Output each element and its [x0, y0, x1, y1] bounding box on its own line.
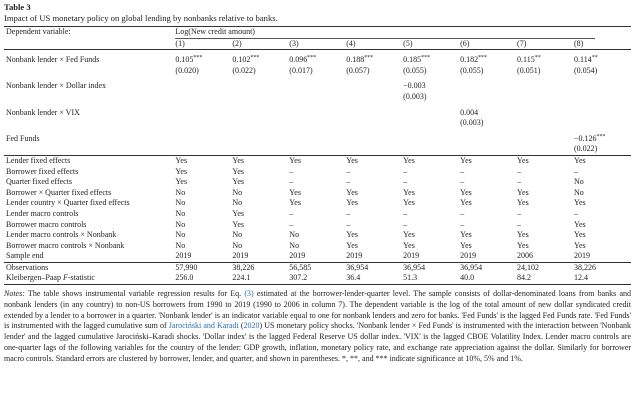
standard-error-cell	[346, 118, 403, 129]
significance-stars: ***	[193, 55, 203, 62]
row-label: Fed Funds	[6, 133, 40, 143]
regression-table	[4, 26, 631, 285]
control-cell: –	[289, 166, 294, 176]
control-cell: –	[289, 208, 294, 218]
coefficient-cell	[574, 81, 631, 92]
control-cell: Yes	[460, 240, 472, 250]
coefficient-cell	[175, 81, 232, 92]
control-cell: 2019	[232, 251, 289, 262]
statistic-cell: 51.3	[403, 273, 460, 284]
coefficient-cell	[346, 81, 403, 92]
control-cell: No	[175, 240, 186, 250]
control-cell: Yes	[460, 198, 472, 208]
control-cell: Yes	[517, 187, 529, 197]
statistic-cell: 38,226	[232, 262, 255, 272]
control-cell: Yes	[403, 240, 415, 250]
control-row	[4, 167, 631, 178]
standard-error-cell	[517, 144, 574, 155]
control-cell: –	[460, 166, 465, 176]
row-label: Borrower macro controls × Nonbank	[6, 240, 125, 250]
citation-year-link[interactable]: 2020	[243, 321, 260, 331]
coefficient-row	[4, 55, 631, 66]
column-number: (3)	[289, 39, 346, 50]
control-cell: Yes	[346, 240, 358, 250]
coefficient-cell	[574, 108, 631, 119]
control-row	[4, 251, 631, 262]
control-cell: –	[573, 208, 578, 218]
control-cell: No	[175, 219, 186, 229]
coefficient-cell: −0.003	[403, 81, 426, 91]
statistic-row	[4, 273, 631, 284]
standard-error-cell	[232, 92, 289, 103]
control-cell: Yes	[517, 230, 529, 240]
control-cell: 2019	[289, 251, 346, 262]
notes-text-1: The table shows instrumental variable regression results for Eq.	[24, 289, 245, 299]
statistic-cell: 40.0	[460, 273, 517, 284]
control-cell: –	[403, 177, 408, 187]
statistic-row	[4, 262, 631, 273]
column-number: (7)	[517, 39, 574, 50]
control-cell: Yes	[175, 155, 232, 166]
control-cell: Yes	[289, 187, 301, 197]
control-cell: Yes	[517, 155, 574, 166]
control-row	[4, 198, 631, 209]
control-cell: Yes	[573, 219, 586, 229]
standard-error-cell: (0.003)	[460, 118, 484, 128]
standard-error-cell	[232, 118, 289, 129]
row-label: Observations	[6, 262, 49, 272]
control-row	[4, 209, 631, 220]
control-cell: –	[460, 219, 465, 229]
statistic-cell: 224.1	[232, 273, 289, 284]
control-row	[4, 230, 631, 241]
statistic-cell: 256.0	[175, 273, 232, 284]
notes-text-4: ) US monetary policy shocks. 'Nonbank lender × Fed Funds' is instrumented with the interaction between 'Nonbank lender' and the lagged cumulative Jarociński–Karadi shocks. 'Dollar index' is the lagged Federal Reserve US dollar index. 'VIX' is the lagged CBOE Volatility Index. Lender macro controls are one-quarter lags of the following variables for the country of the lender: GDP growth, inflation, monetary policy rate, and exchange rate appreciation against the dollar. Similarly for borrower macro controls. Standard errors are clustered by borrower, lender, and quarter, and shown in parentheses. *, **, and *** indicate significance at 10%, 5% and 1%.	[4, 321, 631, 363]
coefficient-cell	[403, 134, 460, 145]
notes-lead: Notes:	[4, 289, 25, 299]
coefficient-cell	[460, 134, 517, 145]
coefficient-cell	[346, 134, 403, 145]
control-cell: Yes	[460, 155, 517, 166]
control-cell: –	[346, 177, 351, 187]
row-label-blank	[4, 92, 175, 103]
control-cell: No	[289, 240, 300, 250]
coefficient-cell: −0.126***	[573, 133, 606, 143]
coefficient-row	[4, 81, 631, 92]
coefficient-cell	[175, 108, 232, 119]
control-cell: 2019	[175, 251, 232, 262]
significance-stars: ***	[250, 55, 260, 62]
control-cell: No	[175, 208, 186, 218]
table-caption: Impact of US monetary policy on global lending by nonbanks relative to banks.	[4, 13, 278, 23]
coefficient-cell: 0.096***	[289, 55, 317, 65]
standard-error-cell: (0.017)	[289, 65, 313, 75]
control-cell: –	[460, 177, 465, 187]
table-label: Table 3	[4, 2, 31, 12]
row-label: Nonbank lender × Dollar index	[6, 81, 107, 91]
control-cell: –	[517, 219, 522, 229]
standard-error-cell: (0.051)	[517, 65, 541, 75]
standard-error-cell	[175, 118, 232, 129]
coefficient-cell	[232, 81, 289, 92]
standard-error-cell	[346, 92, 403, 103]
coefficient-cell	[289, 134, 346, 145]
control-cell: No	[232, 240, 243, 250]
coefficient-cell: 0.185***	[403, 55, 431, 65]
statistic-cell: 36,954	[403, 262, 426, 272]
standard-error-cell: (0.022)	[573, 144, 598, 154]
notes-text-3: (	[238, 321, 244, 331]
standard-error-cell	[232, 144, 289, 155]
significance-stars: **	[591, 55, 598, 62]
standard-error-cell	[460, 92, 517, 103]
table-notes	[4, 289, 631, 365]
statistic-cell: 307.2	[289, 273, 346, 284]
column-number-row	[4, 39, 631, 50]
standard-error-cell: (0.057)	[346, 65, 370, 75]
standard-error-row	[4, 92, 631, 103]
standard-error-cell	[289, 92, 346, 103]
control-cell: –	[346, 166, 351, 176]
standard-error-cell	[346, 144, 403, 155]
control-cell: Yes	[346, 230, 358, 240]
coefficient-cell	[346, 108, 403, 119]
control-cell: –	[517, 177, 522, 187]
control-cell: Yes	[573, 240, 586, 250]
dependent-variable-label: Dependent variable:	[4, 27, 175, 39]
coefficient-cell	[289, 81, 346, 92]
control-cell: Yes	[517, 198, 529, 208]
coefficient-cell	[460, 81, 517, 92]
control-cell: Yes	[346, 198, 358, 208]
coefficient-row	[4, 108, 631, 119]
coefficient-cell: 0.114**	[573, 55, 598, 65]
column-number: (1)	[175, 39, 232, 50]
standard-error-cell	[403, 144, 460, 155]
coefficient-cell	[517, 108, 574, 119]
coefficient-cell	[517, 134, 574, 145]
control-row	[4, 241, 631, 252]
coefficient-cell: 0.115**	[517, 55, 541, 65]
control-cell: –	[517, 166, 522, 176]
control-cell: No	[175, 230, 186, 240]
coefficient-cell	[232, 108, 289, 119]
row-label: Nonbank lender × Fed Funds	[6, 55, 100, 65]
significance-stars: **	[534, 55, 541, 62]
standard-error-cell	[517, 92, 574, 103]
standard-error-cell: (0.003)	[403, 91, 427, 101]
standard-error-cell: (0.054)	[573, 65, 598, 75]
notes-text-2: estimated at the borrower-lender-quarter level. The sample consists of dollar-denominated loans from banks and nonbank lenders (in any country) to non-US borrowers from 1990 to 2019 (1990 to 2006 in column 7). The dependent variable is the log of the total amount of new dollar syndicated credit extended by a lender to a borrower in a quarter. 'Nonbank lender' is an indicator variable equal to one for nonbank lenders and zero for banks. 'Fed Funds' is the lagged Fed Funds rate. 'Fed Funds' is instrumented with the lagged cumulative sum of	[4, 289, 632, 331]
control-cell: Yes	[289, 198, 301, 208]
control-cell: Yes	[232, 166, 244, 176]
coefficient-cell	[403, 108, 460, 119]
statistic-cell: 36,954	[346, 262, 369, 272]
control-cell: 2006	[517, 251, 574, 262]
significance-stars: ***	[307, 55, 317, 62]
control-cell: No	[232, 187, 243, 197]
coefficient-cell: 0.004	[460, 107, 479, 117]
control-cell: Yes	[232, 208, 244, 218]
row-label: Sample end	[4, 251, 175, 262]
control-cell: No	[175, 198, 186, 208]
control-cell: No	[573, 187, 584, 197]
control-cell: –	[346, 219, 351, 229]
column-number: (5)	[403, 39, 460, 50]
standard-error-cell	[574, 92, 631, 103]
control-row	[4, 155, 631, 166]
control-cell: –	[403, 166, 408, 176]
standard-error-cell: (0.020)	[175, 65, 199, 75]
standard-error-row	[4, 118, 631, 129]
control-cell: Yes	[517, 240, 529, 250]
row-label: Nonbank lender × VIX	[6, 107, 80, 117]
dependent-variable-row	[4, 27, 631, 39]
control-cell: Yes	[403, 230, 415, 240]
statistic-cell: 56,585	[289, 262, 312, 272]
standard-error-cell	[289, 118, 346, 129]
coefficient-cell: 0.105***	[175, 55, 203, 65]
control-cell: 2019	[574, 251, 631, 262]
row-label: Borrower fixed effects	[6, 166, 79, 176]
coefficient-cell	[517, 81, 574, 92]
control-cell: –	[346, 208, 351, 218]
statistic-cell: 36.4	[346, 273, 403, 284]
column-number: (8)	[574, 39, 631, 50]
statistic-cell: 12.4	[574, 273, 631, 284]
control-cell: No	[232, 198, 243, 208]
row-label-blank	[4, 66, 175, 77]
control-cell: Yes	[289, 155, 346, 166]
control-cell: 2019	[346, 251, 403, 262]
standard-error-cell	[175, 92, 232, 103]
coefficient-cell	[175, 134, 232, 145]
standard-error-row	[4, 144, 631, 155]
row-label: Kleibergen–Paap F-statistic	[4, 273, 175, 284]
coefficient-cell: 0.182***	[460, 55, 488, 65]
row-label: Borrower × Quarter fixed effects	[6, 187, 112, 197]
coefficient-cell: 0.102***	[232, 55, 260, 65]
control-row	[4, 220, 631, 231]
standard-error-cell: (0.022)	[232, 65, 256, 75]
control-cell: Yes	[232, 177, 244, 187]
citation-link[interactable]: Jarociński and Karadi	[168, 321, 239, 331]
control-cell: No	[289, 230, 300, 240]
control-cell: Yes	[175, 177, 188, 187]
control-cell: No	[232, 230, 243, 240]
control-row	[4, 177, 631, 188]
control-cell: No	[175, 187, 186, 197]
control-cell: –	[403, 219, 408, 229]
control-cell: –	[517, 208, 522, 218]
control-cell: Yes	[175, 166, 188, 176]
coefficient-cell	[232, 134, 289, 145]
statistic-cell: 36,954	[460, 262, 483, 272]
control-cell: Yes	[573, 230, 586, 240]
control-cell: –	[460, 208, 465, 218]
row-label: Lender macro controls	[6, 208, 79, 218]
control-cell: Yes	[346, 155, 403, 166]
row-label: Lender country × Quarter fixed effects	[6, 198, 130, 208]
control-cell: 2019	[460, 251, 517, 262]
row-label: Lender fixed effects	[4, 155, 175, 166]
control-cell: No	[573, 177, 584, 187]
standard-error-cell: (0.055)	[403, 65, 427, 75]
equation-link[interactable]: (3)	[244, 289, 254, 299]
control-row	[4, 188, 631, 199]
control-cell: Yes	[232, 219, 244, 229]
coefficient-cell	[289, 108, 346, 119]
significance-stars: ***	[421, 55, 431, 62]
control-cell: Yes	[460, 187, 472, 197]
standard-error-cell	[574, 118, 631, 129]
significance-stars: ***	[596, 133, 606, 140]
significance-stars: ***	[364, 55, 374, 62]
standard-error-row	[4, 66, 631, 77]
coefficient-row	[4, 134, 631, 145]
dependent-variable-value: Log(New credit amount)	[175, 27, 631, 39]
column-number: (2)	[232, 39, 289, 50]
control-cell: Yes	[460, 230, 472, 240]
row-label-blank	[4, 118, 175, 129]
control-cell: Yes	[574, 155, 631, 166]
statistic-cell: 38,226	[573, 262, 596, 272]
row-label: Borrower macro controls	[6, 219, 87, 229]
coefficient-cell: 0.188***	[346, 55, 374, 65]
standard-error-cell	[517, 118, 574, 129]
control-cell: Yes	[346, 187, 358, 197]
column-number: (4)	[346, 39, 403, 50]
control-cell: –	[289, 219, 294, 229]
row-label: Quarter fixed effects	[6, 177, 73, 187]
standard-error-cell	[403, 118, 460, 129]
statistic-cell: 57,990	[175, 262, 198, 272]
significance-stars: ***	[478, 55, 488, 62]
standard-error-cell	[460, 144, 517, 155]
control-cell: Yes	[403, 187, 415, 197]
row-label-blank	[4, 144, 175, 155]
control-cell: –	[573, 166, 578, 176]
control-cell: –	[403, 208, 408, 218]
standard-error-cell: (0.055)	[460, 65, 484, 75]
control-cell: Yes	[232, 155, 289, 166]
control-cell: Yes	[403, 198, 415, 208]
row-label: Lender macro controls × Nonbank	[6, 230, 117, 240]
statistic-cell: 24,102	[517, 262, 540, 272]
control-cell: Yes	[403, 155, 460, 166]
standard-error-cell	[175, 144, 232, 155]
statistic-cell: 84.2	[517, 273, 574, 284]
control-cell: Yes	[573, 198, 586, 208]
control-cell: 2019	[403, 251, 460, 262]
standard-error-cell	[289, 144, 346, 155]
column-number: (6)	[460, 39, 517, 50]
control-cell: –	[289, 177, 294, 187]
